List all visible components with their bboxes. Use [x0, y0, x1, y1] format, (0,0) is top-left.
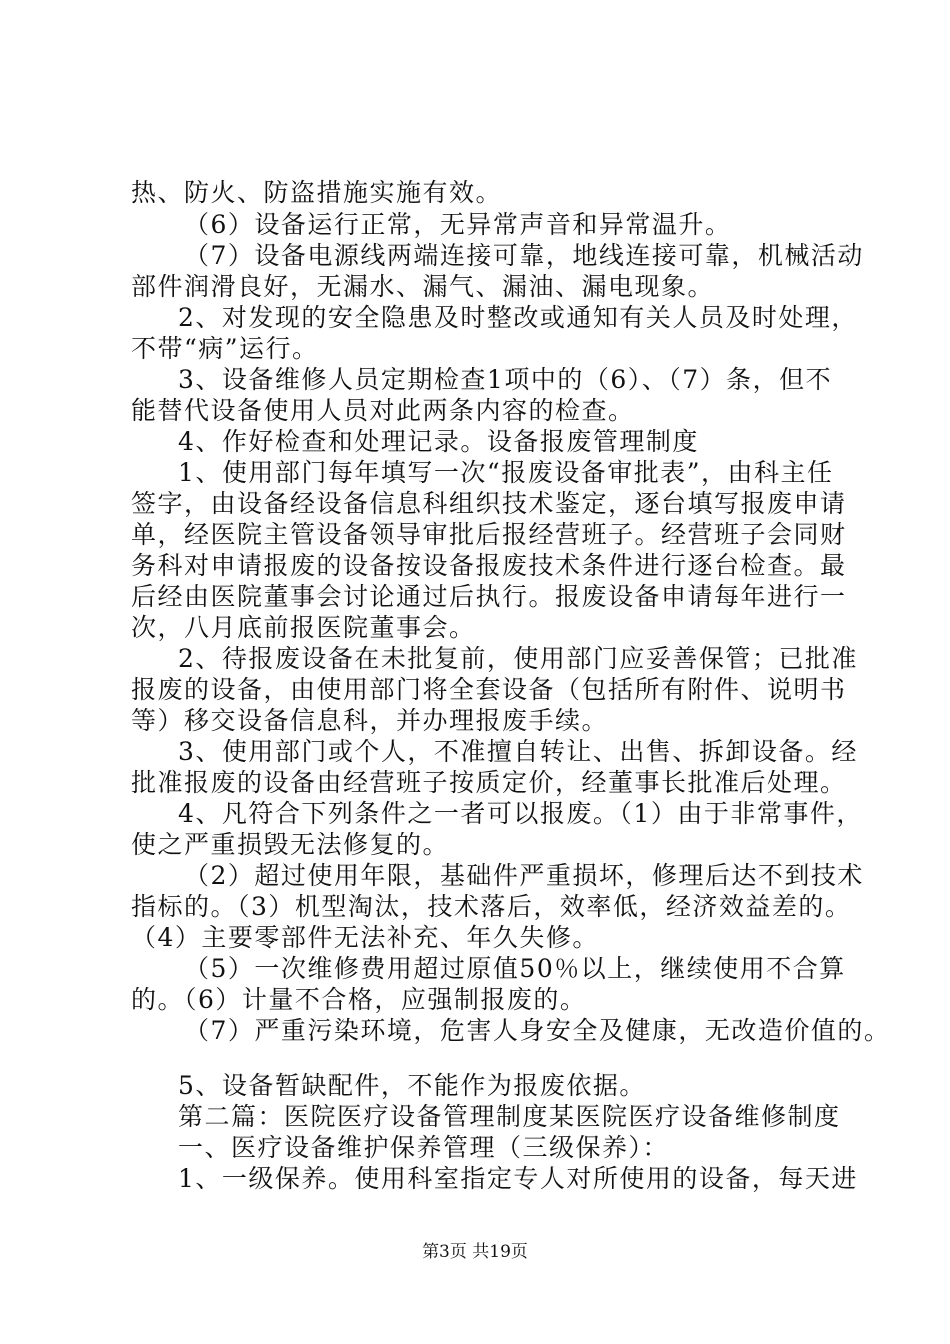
text-line: 2、待报废设备在未批复前，使用部门应妥善保管；已批准 — [178, 644, 858, 673]
text-line: 5、设备暂缺配件，不能作为报废依据。 — [178, 1071, 646, 1100]
text-line: 热、防火、防盗措施实施有效。 — [131, 178, 503, 207]
text-line: 3、设备维修人员定期检查1项中的（6）、（7）条，但不 — [178, 365, 833, 394]
text-line: 4、凡符合下列条件之一者可以报废。（1）由于非常事件， — [178, 799, 863, 828]
text-line: 3、使用部门或个人，不准擅自转让、出售、拆卸设备。经 — [178, 737, 858, 766]
text-line: 务科对申请报废的设备按设备报废技术条件进行逐台检查。最 — [131, 551, 847, 580]
text-line: （2）超过使用年限，基础件严重损坏，修理后达不到技术 — [184, 861, 864, 890]
text-line: 单，经医院主管设备领导审批后报经营班子。经营班子会同财 — [131, 520, 847, 549]
text-line: （5）一次维修费用超过原值50％以上，继续使用不合算 — [184, 954, 846, 983]
text-line: 能替代设备使用人员对此两条内容的检查。 — [131, 396, 635, 425]
text-line: 等）移交设备信息科，并办理报废手续。 — [131, 706, 609, 735]
text-line: 的。（6）计量不合格，应强制报废的。 — [131, 985, 587, 1014]
text-line: 使之严重损毁无法修复的。 — [131, 830, 450, 859]
text-line: 报废的设备，由使用部门将全套设备（包括所有附件、说明书 — [131, 675, 847, 704]
text-line: 第二篇：医院医疗设备管理制度某医院医疗设备维修制度 — [178, 1102, 841, 1131]
text-line: 2、对发现的安全隐患及时整改或通知有关人员及时处理， — [178, 303, 858, 332]
text-line: 签字，由设备经设备信息科组织技术鉴定，逐台填写报废申请 — [131, 489, 847, 518]
text-line: 一、医疗设备维护保养管理（三级保养）： — [178, 1133, 670, 1162]
text-line: （7）严重污染环境，危害人身安全及健康，无改造价值的。 — [184, 1016, 891, 1045]
page-number-footer: 第3页 共19页 — [422, 1242, 528, 1262]
text-line: 后经由医院董事会讨论通过后执行。报废设备申请每年进行一 — [131, 582, 847, 611]
text-line: （4）主要零部件无法补充、年久失修。 — [131, 923, 599, 952]
text-line: 批准报废的设备由经营班子按质定价，经董事长批准后处理。 — [131, 768, 847, 797]
text-line: 不带“病”运行。 — [131, 334, 319, 363]
text-line: （6）设备运行正常，无异常声音和异常温升。 — [184, 210, 732, 239]
text-line: 部件润滑良好，无漏水、漏气、漏油、漏电现象。 — [131, 272, 715, 301]
text-line: 指标的。（3）机型淘汰，技术落后，效率低，经济效益差的。 — [131, 892, 852, 921]
text-line: 4、作好检查和处理记录。设备报废管理制度 — [178, 427, 699, 456]
text-line: （7）设备电源线两端连接可靠，地线连接可靠，机械活动 — [184, 241, 864, 270]
text-line: 1、使用部门每年填写一次“报废设备审批表”，由科主任 — [178, 458, 834, 487]
text-line: 1、一级保养。使用科室指定专人对所使用的设备，每天进 — [178, 1164, 858, 1193]
text-line: 次，八月底前报医院董事会。 — [131, 613, 476, 642]
